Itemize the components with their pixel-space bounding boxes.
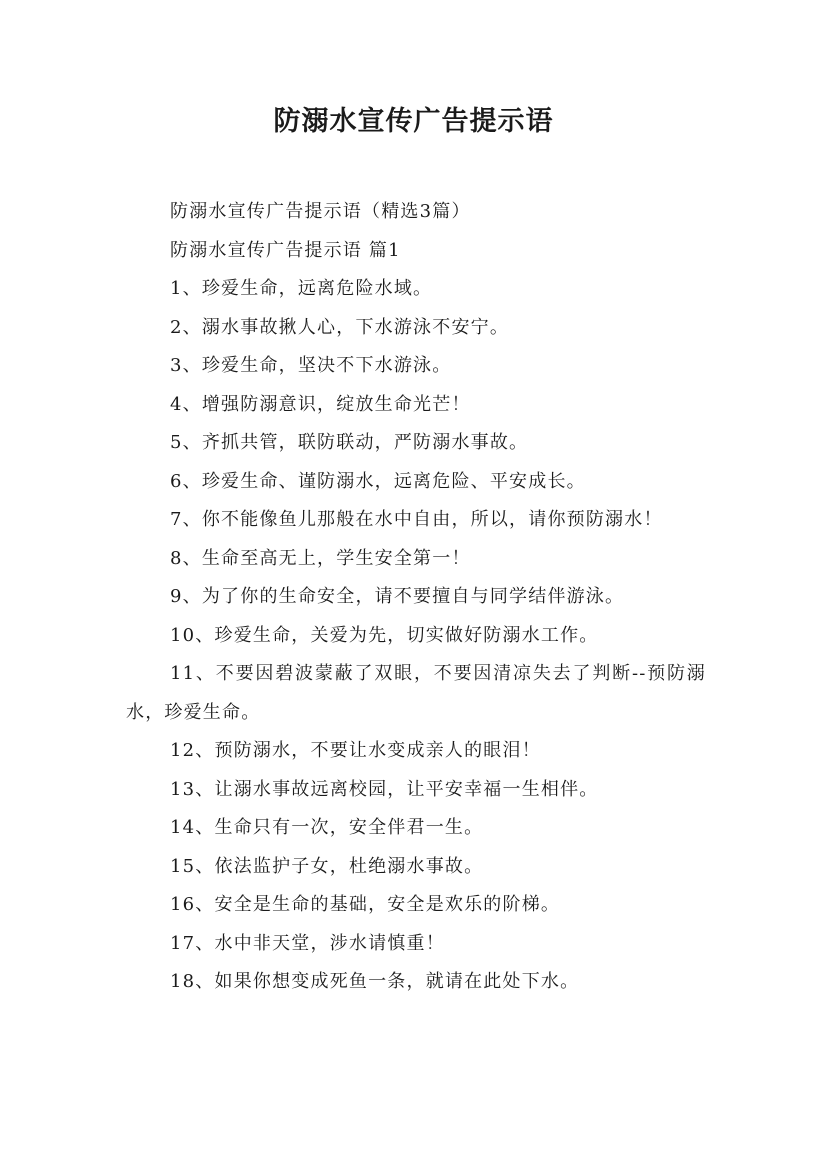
- slogan-item: 5、齐抓共管，联防联动，严防溺水事故。: [170, 432, 529, 453]
- slogan-item: 6、珍爱生命、谨防溺水，远离危险、平安成长。: [170, 470, 586, 492]
- slogan-item: 7、你不能像鱼儿那般在水中自由，所以，请你预防溺水！: [170, 509, 663, 530]
- slogan-item: 15、依法监护子女，杜绝溺水事故。: [170, 855, 484, 877]
- document-body: [126, 193, 706, 1002]
- slogan-item: 12、预防溺水，不要让水变成亲人的眼泪！: [170, 740, 541, 761]
- slogan-item: 11、不要因碧波蒙蔽了双眼，不要因清凉失去了判断--预防溺水，珍爱生命。: [126, 663, 706, 723]
- slogan-item: 18、如果你想变成死鱼一条，就请在此处下水。: [170, 971, 580, 992]
- slogan-item: 16、安全是生命的基础，安全是欢乐的阶梯。: [170, 894, 561, 915]
- slogan-item: 1、珍爱生命，远离危险水域。: [170, 278, 433, 299]
- slogan-item: 14、生命只有一次，安全伴君一生。: [170, 817, 484, 838]
- page-title: 防溺水宣传广告提示语: [273, 106, 554, 137]
- slogan-item: 4、增强防溺意识，绽放生命光芒！: [170, 393, 471, 415]
- slogan-item: 17、水中非天堂，涉水请慎重！: [170, 932, 445, 954]
- slogan-item: 3、珍爱生命，坚决不下水游泳。: [170, 355, 452, 376]
- slogan-item: 13、让溺水事故远离校园，让平安幸福一生相伴。: [170, 778, 599, 800]
- slogan-item: 9、为了你的生命安全，请不要擅自与同学结伴游泳。: [170, 586, 625, 607]
- slogan-item: 8、生命至高无上，学生安全第一！: [170, 547, 471, 569]
- section-heading: 防溺水宣传广告提示语 篇1: [170, 239, 401, 261]
- intro-paragraph: 防溺水宣传广告提示语（精选3篇）: [170, 201, 471, 222]
- slogan-item: 10、珍爱生命，关爱为先，切实做好防溺水工作。: [170, 624, 599, 646]
- slogan-item: 2、溺水事故揪人心，下水游泳不安宁。: [170, 316, 510, 338]
